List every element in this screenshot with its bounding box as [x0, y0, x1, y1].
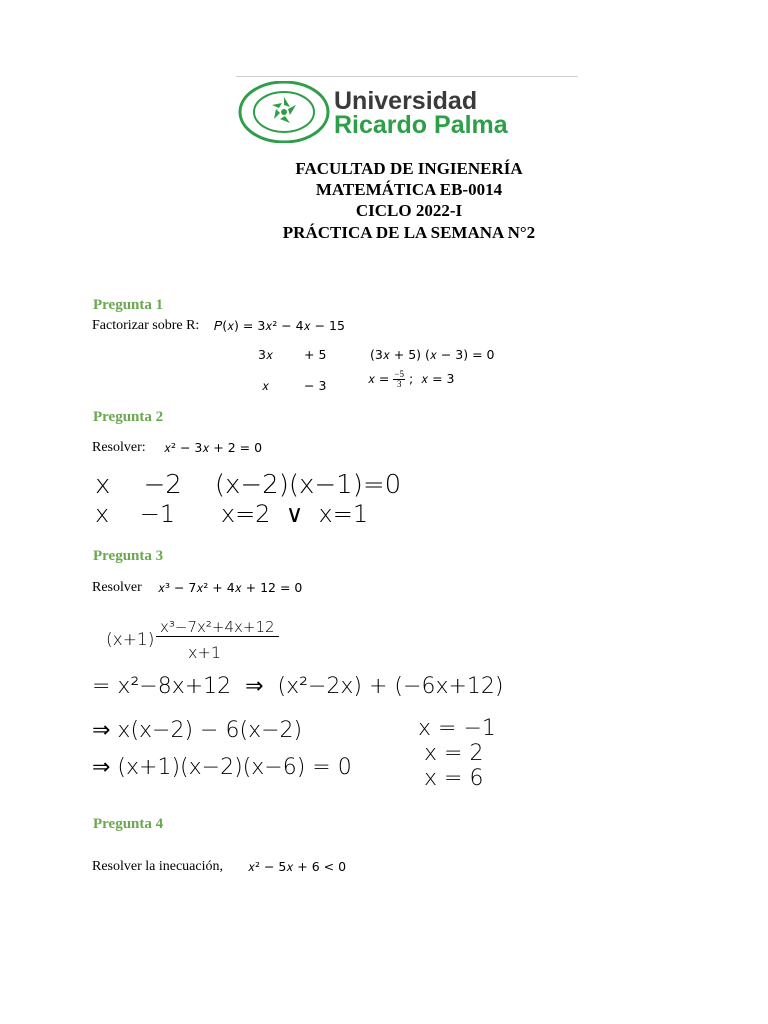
question-2-prompt: Resolver: — [92, 440, 146, 455]
faculty-title: FACULTAD DE INGIENERÍA — [295, 159, 523, 178]
question-1-prompt: Factorizar sobre R: — [92, 318, 200, 333]
question-1-title: Pregunta 1 — [93, 297, 164, 313]
question-2-expression: 𝑥² − 3𝑥 + 2 = 0 — [164, 440, 263, 455]
q2-handwritten-line-2: x −1 x=2 ∨ x=1 — [95, 500, 369, 528]
course-title: MATEMÁTICA EB-0014 — [315, 180, 503, 199]
q3-division-numerator: x³−7x²+4x+12 — [156, 618, 279, 637]
q1-row2-const: − 3 — [304, 378, 327, 393]
q3-division-divisor: (x+1) — [106, 630, 155, 650]
q1-fraction-denominator: 3 — [396, 379, 402, 389]
q1-second-solution: ; 𝑥 = 3 — [409, 371, 455, 387]
q1-row2-solutions — [368, 370, 455, 389]
logo-word-universidad: Universidad — [334, 87, 478, 115]
q3-solution-2: x = 2 — [424, 741, 484, 766]
q3-handwritten-line-2: = x²−8x+12 ⇒ (x²−2x) + (−6x+12) — [92, 674, 504, 699]
university-logo — [236, 76, 578, 145]
q3-solution-1: x = −1 — [418, 716, 496, 741]
q2-handwritten-line-1: x −2 (x−2)(x−1)=0 — [95, 470, 402, 500]
cycle-title: CICLO 2022-I — [355, 201, 463, 220]
university-seal-icon — [238, 81, 330, 143]
q1-row1-factorization: (3𝑥 + 5) (𝑥 − 3) = 0 — [370, 347, 495, 362]
q1-row1-const: + 5 — [304, 347, 327, 362]
q1-row1-term: 3𝑥 — [258, 347, 273, 362]
question-4-expression: 𝑥² − 5𝑥 + 6 < 0 — [248, 859, 347, 874]
logo-word-ricardo-palma: Ricardo Palma — [334, 111, 508, 139]
q1-fraction — [393, 370, 405, 389]
question-3-prompt: Resolver — [92, 580, 142, 595]
question-1-expression: 𝑃(𝑥) = 3𝑥² − 4𝑥 − 15 — [214, 318, 345, 333]
q1-x-equals: 𝑥 = — [368, 371, 390, 387]
question-4-title: Pregunta 4 — [93, 816, 164, 832]
question-3-expression: 𝑥³ − 7𝑥² + 4𝑥 + 12 = 0 — [158, 580, 303, 595]
q3-division-denominator: x+1 — [188, 643, 222, 662]
question-3-title: Pregunta 3 — [93, 548, 164, 564]
q3-handwritten-line-3: ⇒ x(x−2) − 6(x−2) — [92, 718, 303, 743]
q3-handwritten-line-4: ⇒ (x+1)(x−2)(x−6) = 0 — [92, 755, 352, 780]
question-2-title: Pregunta 2 — [93, 409, 164, 425]
q1-fraction-numerator: −5 — [394, 369, 404, 379]
q3-solution-3: x = 6 — [424, 766, 484, 791]
practice-title: PRÁCTICA DE LA SEMANA N°2 — [282, 223, 536, 242]
q1-row2-term: 𝑥 — [262, 378, 269, 393]
question-4-prompt: Resolver la inecuación, — [92, 859, 224, 874]
